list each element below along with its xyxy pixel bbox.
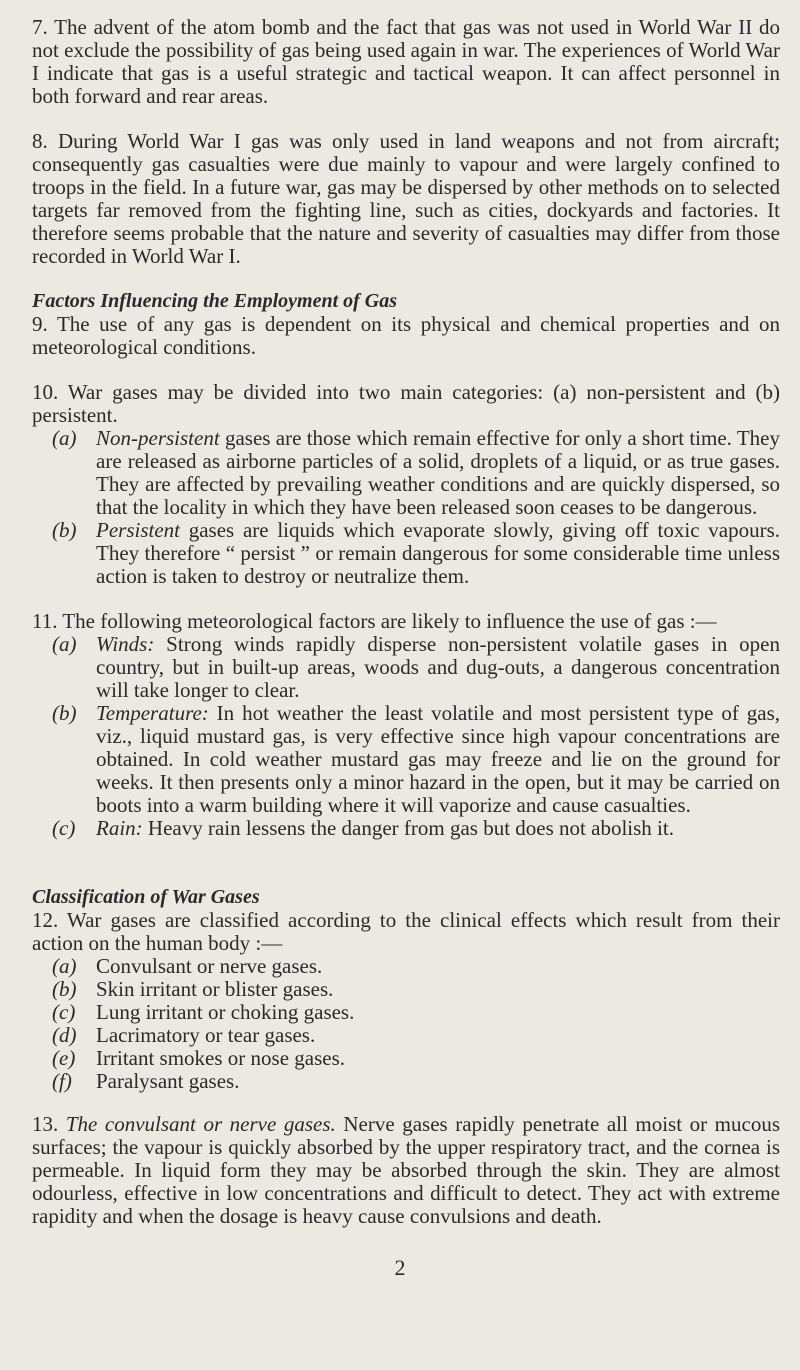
paragraph-12 [32,909,780,1093]
list-item-text: Lacrimatory or tear gases. [96,1023,316,1047]
list-item-label: (d) [52,1023,77,1047]
paragraph-12-intro: 12. War gases are classified according to the clinical effects which result from their action on the human body :— [32,908,780,955]
section-heading-classification: Classification of War Gases [32,886,260,908]
list-item-label: (b) [52,701,77,725]
list-item-label: (a) [52,426,77,450]
list-item [32,702,780,817]
list-item [32,817,780,840]
list-item-label: (f) [52,1069,72,1093]
list-item-text: Irritant smokes or nose gases. [96,1046,346,1070]
list-item-label: (a) [52,632,77,656]
list-item-label: (b) [52,977,77,1001]
list-item-text: Convulsant or nerve gases. [96,954,323,978]
list-item-label: (c) [52,1000,76,1024]
paragraph-13-number: 13. [32,1112,59,1136]
list-item-lead: Temperature: [96,701,209,725]
list-item [32,519,780,588]
list-item-text: Strong winds rapidly disperse non-persistent volatile gases in open country, but in built-up areas, woods and dug-outs, a dangerous concentration will take longer to clear. [96,632,780,702]
list-item [32,633,780,702]
paragraph-11 [32,610,780,840]
list-item-lead: Persistent [96,518,180,542]
list-item-label: (c) [52,816,76,840]
paragraph-7: 7. The advent of the atom bomb and the fact that gas was not used in World War II do not exclude the possibility of gas being used again in war. The experiences of World War I indicate that gas is a useful strategic and tactical weapon. It can affect personnel in both forward and rear areas. [32,15,780,108]
list-item-text: Skin irritant or blister gases. [96,977,334,1001]
list-item-label: (e) [52,1046,76,1070]
list-item-text: Heavy rain lessens the danger from gas but does not abolish it. [142,816,674,840]
paragraph-13-text: Nerve gases rapidly penetrate all moist or mucous surfaces; the vapour is quickly absorbed by the upper respiratory tract, and the cornea is permeable. In liquid form they may be absorbed through the skin. They are almost odourless, effective in low concentrations and difficult to detect. They act with extreme rapidity and when the dosage is heavy cause convulsions and death. [32,1112,781,1228]
list-item-text: gases are those which remain effective for only a short time. They are released as airborne particles of a solid, droplets of a liquid, or as true gases. They are affected by prevailing weather conditions and are quickly dispersed, so that the locality in which they have been released soon ceases to be dangerous. [96,426,780,519]
list-item-label: (b) [52,518,77,542]
paragraph-13-lead: The convulsant or nerve gases. [65,1112,336,1136]
paragraph-9: 9. The use of any gas is dependent on its physical and chemical properties and on meteorological conditions. [32,312,780,359]
list-item [32,1001,780,1024]
paragraph-10 [32,381,780,588]
list-item-lead: Non-persistent [96,426,220,450]
list-item [32,978,780,1001]
page-number: 2 [394,1255,406,1280]
paragraph-10-intro: 10. War gases may be divided into two main categories: (a) non-persistent and (b) persistent. [32,380,780,427]
list-item [32,955,780,978]
paragraph-11-intro: 11. The following meteorological factors are likely to influence the use of gas :— [32,609,717,633]
list-item-label: (a) [52,954,77,978]
list-item [32,1024,780,1047]
list-item [32,1047,780,1070]
list-item-lead: Rain: [96,816,143,840]
list-item-text: Paralysant gases. [96,1069,240,1093]
list-item-text: gases are liquids which evaporate slowly, giving off toxic vapours. They therefore “ persist ” or remain dangerous for some considerable time unless action is taken to destroy or neutralize them. [96,518,780,588]
list-item [32,427,780,519]
list-item-lead: Winds: [96,632,155,656]
paragraph-13 [32,1113,780,1228]
list-item-text: In hot weather the least volatile and most persistent type of gas, viz., liquid mustard gas, is very effective since high vapour concentrations are obtained. In cold weather mustard gas may freeze and lie on the ground for weeks. It then presents only a minor hazard in the open, but it may be carried on boots into a warm building where it will vaporize and cause casualties. [96,701,780,817]
list-item-text: Lung irritant or choking gases. [96,1000,355,1024]
paragraph-8: 8. During World War I gas was only used in land weapons and not from aircraft; consequently gas casualties were due mainly to vapour and were largely confined to troops in the field. In a future war, gas may be dispersed by other methods on to selected targets far removed from the fighting line, such as cities, dockyards and factories. It therefore seems probable that the nature and severity of casualties may differ from those recorded in World War I. [32,129,780,268]
section-heading-factors: Factors Influencing the Employment of Gas [32,290,398,312]
list-item [32,1070,780,1093]
